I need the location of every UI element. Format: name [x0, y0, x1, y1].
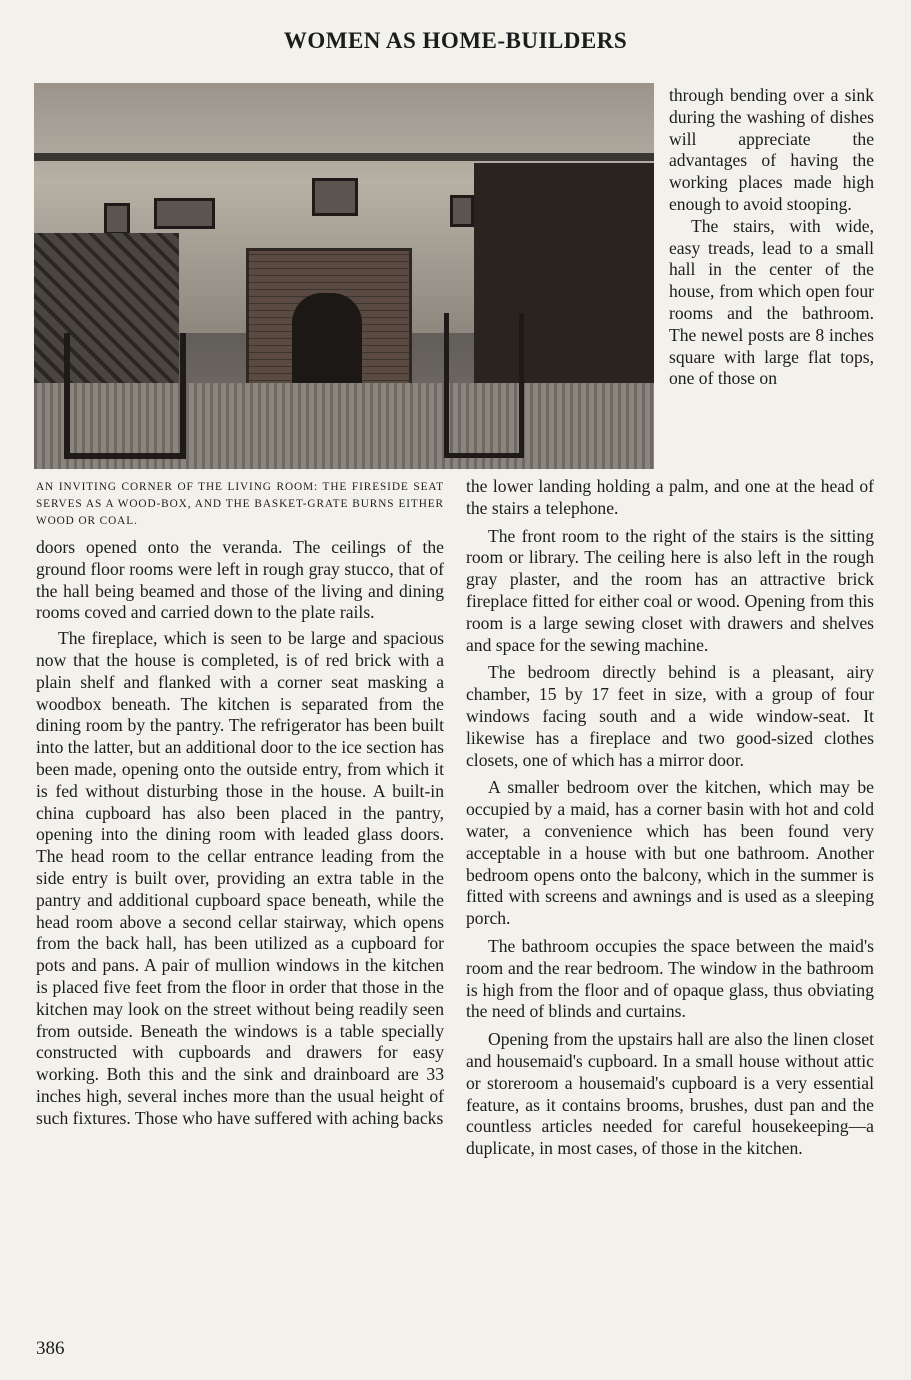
paragraph: the lower landing holding a palm, and one at the head of the stairs a telephone. [466, 476, 874, 518]
paragraph: The bedroom directly behind is a pleasant, airy chamber, 15 by 17 feet in size, with a group of four windows facing south and a wide window-seat. It likewise has a fireplace and two good-sized clothes closets, one of which has a mirror door. [466, 662, 874, 770]
page-number: 386 [36, 1338, 65, 1359]
paragraph: doors opened onto the veranda. The ceilings of the ground floor rooms were left in rough gray stucco, that of the hall being beamed and those of the living and dining rooms coved and carried down to the plate rails. [36, 537, 444, 623]
right-column-top [669, 85, 874, 390]
paragraph: The bathroom occupies the space between the maid's room and the rear bedroom. The window in the bathroom is high from the floor and of opaque glass, thus obviating the need of blinds and curtains. [466, 935, 874, 1022]
photo-plate-rail [34, 153, 654, 161]
paragraph: The fireplace, which is seen to be large and spacious now that the house is completed, is of red brick with a plain shelf and flanked with a corner seat masking a woodbox beneath. The kitchen is separated from the dining room by the pantry. The refrigerator has been built into the latter, but an additional door to the ice section has been made, opening onto the outside entry, from which it is fed without disturbing those in the house. A built-in china cupboard has also been placed in the pantry, opening into the dining room with leaded glass doors. The head room to the cellar entrance leading from the side entry is built over, providing an extra table in the pantry and additional cupboard space beneath, while the head room above a second cellar stairway, which opens from the back hall, has been utilized as a cupboard for pots and pans. A pair of mullion windows in the kitchen is placed five feet from the floor in order that those in the kitchen may look on the street without being readily seen from outside. Beneath the windows is a table specially constructed with cupboards and drawers for easy working. Both this and the sink and drainboard are 33 inches high, several inches more than the usual height of such fixtures. Those who have suffered with aching backs [36, 628, 444, 1128]
living-room-photo [34, 83, 654, 469]
paragraph: A smaller bedroom over the kitchen, which may be occupied by a maid, has a corner basin with hot and cold water, a convenience which has been found very acceptable in a house with but one bathroom. Another bedroom opens onto the balcony, which in the summer is fitted with screens and awnings and is used as a sleeping porch. [466, 777, 874, 929]
photo-rocking-chair [444, 313, 524, 458]
paragraph: The front room to the right of the stairs is the sitting room or library. The ceiling here is also left in the rough gray plaster, and the room has an attractive brick fireplace fitted for either coal or wood. Opening from this room is a large sewing closet with drawers and shelves and space for the sewing machine. [466, 525, 874, 655]
right-column-body [466, 476, 874, 1166]
paragraph: Opening from the upstairs hall are also the linen closet and housemaid's cupboard. In a small house without attic or storeroom a housemaid's cupboard is a very essential feature, as it contains brooms, brushes, dust pan and the countless articles needed for careful housekeeping—a duplicate, in most cases, of those in the kitchen. [466, 1029, 874, 1159]
photo-armchair [64, 333, 186, 459]
photo-fireplace-opening [292, 293, 362, 393]
photo-picture-frame [312, 178, 358, 216]
photo-picture-frame [154, 198, 215, 229]
page-title: WOMEN AS HOME-BUILDERS [283, 28, 628, 53]
photo-picture-frame [104, 203, 130, 235]
left-column [36, 537, 444, 1134]
paragraph: through bending over a sink during the washing of dishes will appreciate the advantages of having the working places made high enough to avoid stooping. [669, 85, 874, 214]
photo-picture-frame [450, 195, 474, 227]
paragraph: The stairs, with wide, easy treads, lead to a small hall in the center of the house, from which open four rooms and the bathroom. The newel posts are 8 inches square with large flat tops, one of those on [669, 215, 874, 389]
figure-caption: AN INVITING CORNER OF THE LIVING ROOM: THE FIRESIDE SEAT SERVES AS A WOOD-BOX, AND THE BASKET-GRATE BURNS EITHER WOOD OR COAL. [36, 481, 444, 527]
